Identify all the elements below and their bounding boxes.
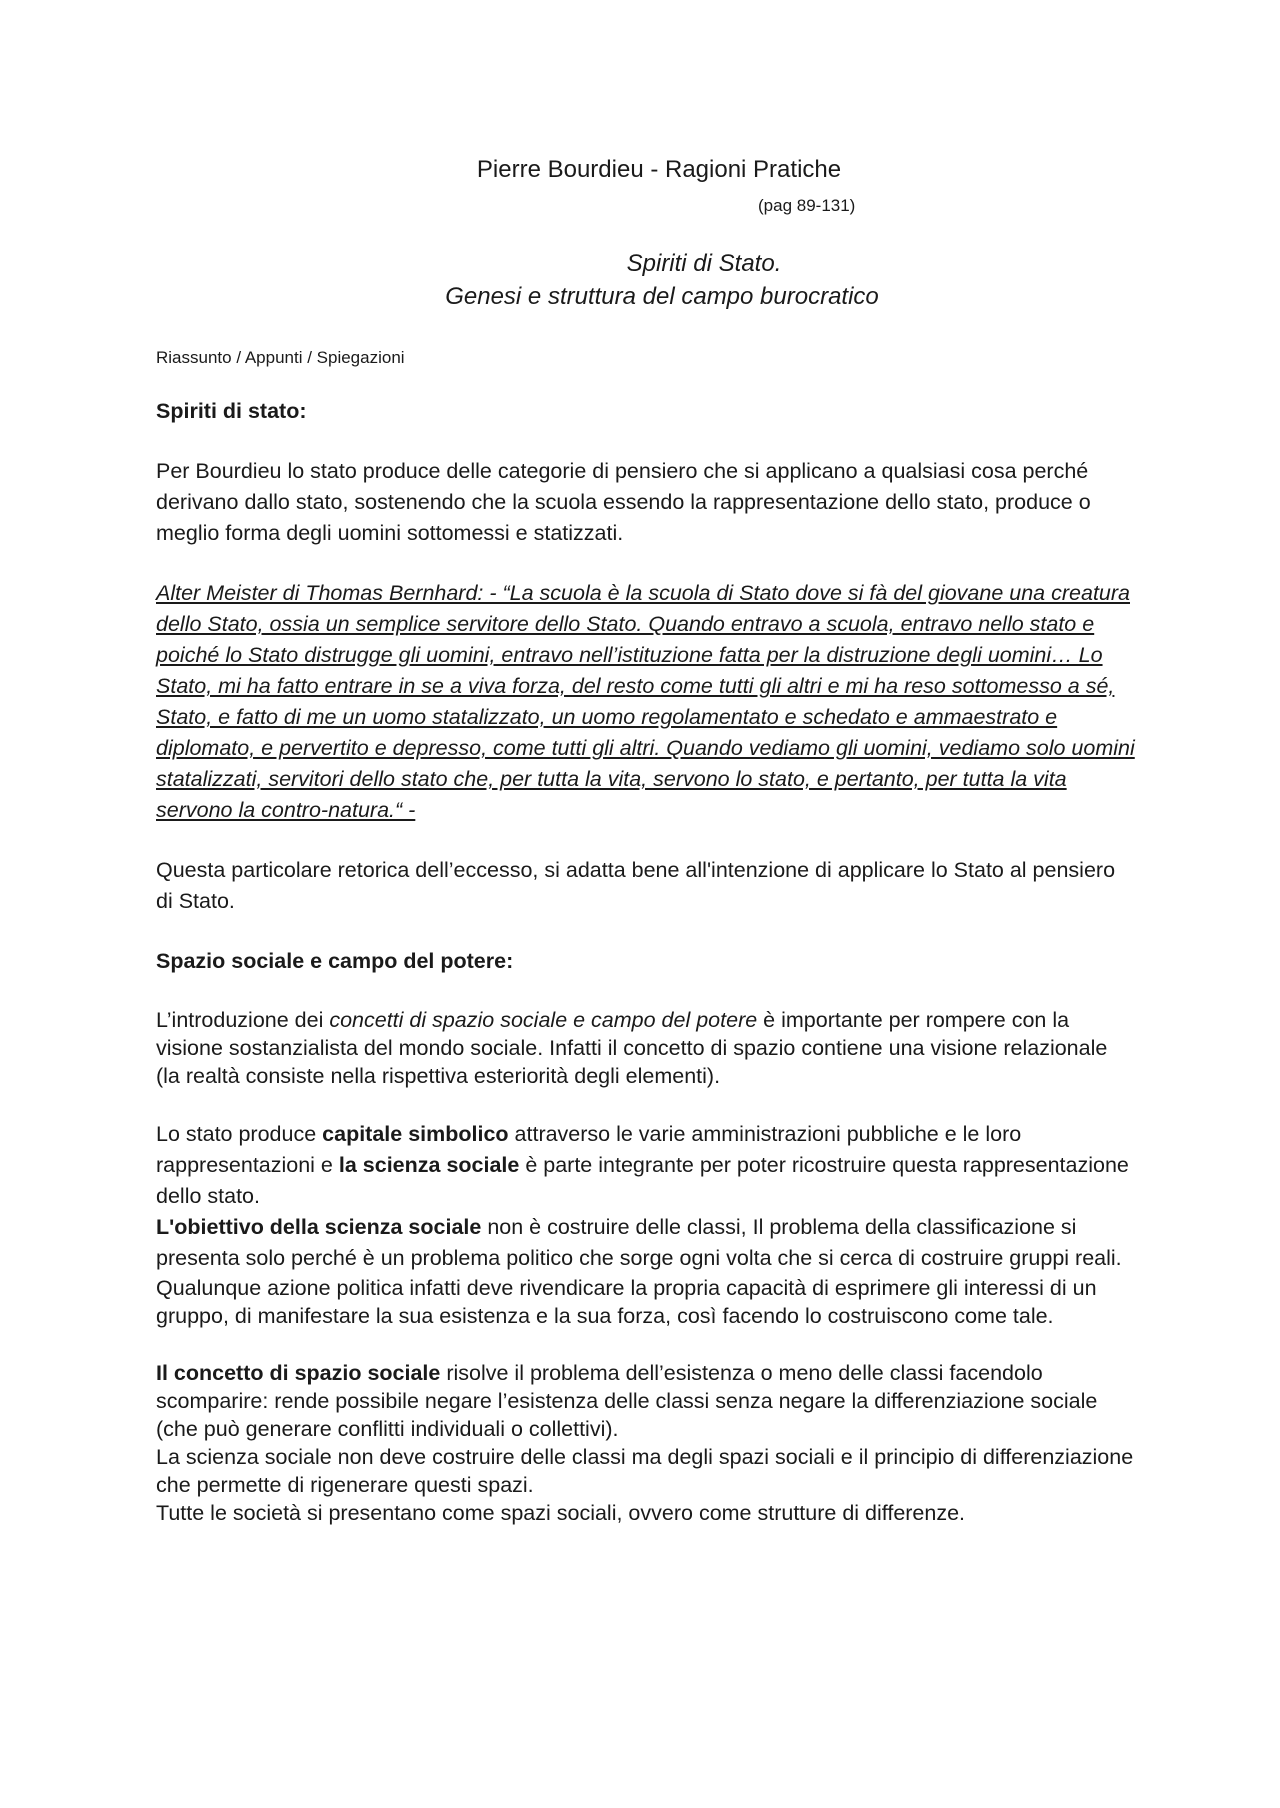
section-heading-spiriti-di-stato: Spiriti di stato: — [156, 399, 307, 423]
bold-concetto-spazio: Il concetto di spazio sociale — [156, 1361, 441, 1385]
text-fragment: non è costruire delle classi, Il problema della classificazione si presenta solo perché è un problema politico che sorge ogni volta che si cerca di costruire gruppi reali. — [156, 1215, 1122, 1270]
paragraph-retorica: Questa particolare retorica dell’eccesso, si adatta bene all'intenzione di applicare lo Stato al pensiero di Stato. — [156, 858, 1116, 913]
document-subtitle-line2: Genesi e struttura del campo burocratico — [445, 283, 879, 310]
paragraph-societa: Tutte le società si presentano come spazi sociali, ovvero come strutture di differenze. — [156, 1501, 966, 1525]
page-range: (pag 89-131) — [758, 196, 856, 215]
text-fragment: risolve il problema dell’esistenza o meno delle classi facendolo scomparire: rende possibile negare l’esistenza delle classi senza negare la differenziazione sociale (che può generare conflitti individuali o collettivi). — [156, 1361, 1098, 1441]
paragraph-capitale-simbolico — [156, 1119, 1136, 1212]
paragraph-scienza-sociale: La scienza sociale non deve costruire delle classi ma degli spazi sociali e il principio di differenziazione che permette di rigenerare questi spazi. — [156, 1445, 1134, 1497]
text-fragment: L’introduzione dei — [156, 1008, 330, 1032]
bold-capitale-simbolico: capitale simbolico — [322, 1122, 509, 1146]
document-body — [156, 396, 1136, 1527]
document-label: Riassunto / Appunti / Spiegazioni — [156, 348, 405, 367]
paragraph-intro: Per Bourdieu lo stato produce delle categorie di pensiero che si applicano a qualsiasi cosa perché derivano dallo stato, sostenendo che la scuola essendo la rappresentazione dello stato, produce o meglio forma degli uomini sottomessi e statizzati. — [156, 459, 1091, 545]
italic-concetti: concetti di spazio sociale e campo del potere — [329, 1008, 758, 1032]
document-title: Pierre Bourdieu - Ragioni Pratiche — [476, 156, 842, 183]
bold-obiettivo: L'obiettivo della scienza sociale — [156, 1215, 482, 1239]
text-fragment: è parte integrante per poter ricostruire questa rappresentazione dello stato. — [156, 1153, 1129, 1208]
paragraph-concetto-spazio — [156, 1359, 1136, 1443]
quote-bernhard: Alter Meister di Thomas Bernhard: - “La scuola è la scuola di Stato dove si fà del giovane una creatura dello Stato, ossia un semplice servitore dello Stato. Quando entravo a scuola, entravo nello stato e poiché lo Stato distrugge gli uomini, entravo nell’istituzione fatta per la distruzione degli uomini… Lo Stato, mi ha fatto entrare in se a viva forza, del resto come tutti gli altri e mi ha reso sottomesso a sé, Stato, e fatto di me un uomo statalizzato, un uomo regolamentato e schedato e ammaestrato e diplomato, e pervertito e depresso, come tutti gli altri. Quando vediamo gli uomini, vediamo solo uomini statalizzati, servitori dello stato che, per tutta la vita, servono lo stato, e pertanto, per tutta la vita servono la contro-natura.“ - — [156, 581, 1135, 822]
bold-scienza-sociale: la scienza sociale — [338, 1153, 520, 1177]
paragraph-spazio-sociale — [156, 1006, 1136, 1090]
paragraph-azione-politica: Qualunque azione politica infatti deve rivendicare la propria capacità di esprimere gli interessi di un gruppo, di manifestare la sua esistenza e la sua forza, così facendo lo costruiscono come tale. — [156, 1276, 1097, 1328]
paragraph-obiettivo — [156, 1212, 1136, 1274]
text-fragment: è importante per rompere con la visione sostanzialista del mondo sociale. Infatti il concetto di spazio contiene una visione relazionale (la realtà consiste nella rispettiva esteriorità degli elementi). — [156, 1008, 1108, 1088]
section-heading-spazio-sociale: Spazio sociale e campo del potere: — [156, 949, 514, 973]
text-fragment: attraverso le varie amministrazioni pubbliche e le loro rappresentazioni e — [156, 1122, 1022, 1177]
document-subtitle-line1: Spiriti di Stato. — [626, 250, 782, 277]
text-fragment: Lo stato produce — [156, 1122, 323, 1146]
